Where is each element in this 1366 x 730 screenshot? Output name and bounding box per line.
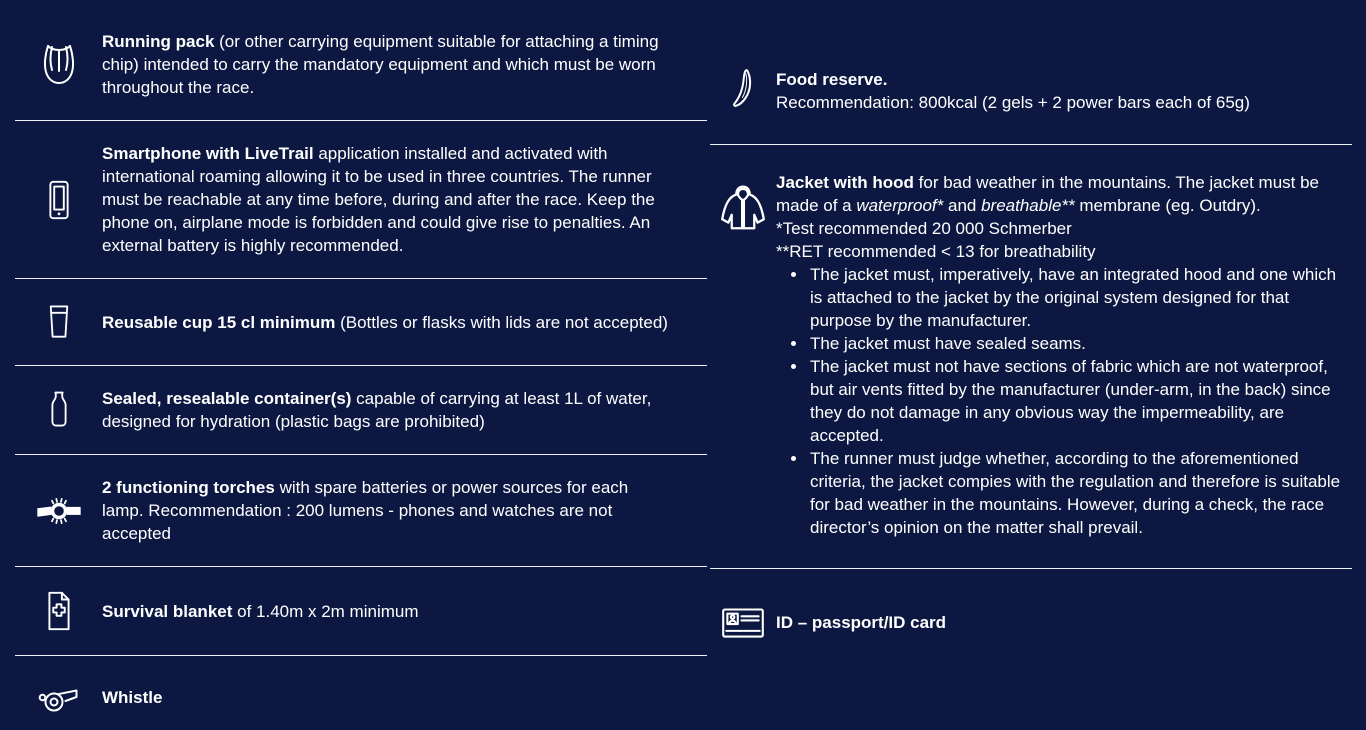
item-body: capable of carrying at least 1L of water, designed for hydration (plastic bags are prohibited) [102, 389, 652, 431]
item-title: Sealed, resealable container(s) [102, 389, 352, 408]
item-body: (Bottles or flasks with lids are not accepted) [335, 312, 668, 332]
item-reusable-cup [15, 279, 707, 366]
item-text [776, 611, 1342, 634]
item-text [102, 311, 668, 334]
item-body: of 1.40m x 2m minimum [232, 601, 419, 621]
right-column [710, 0, 1352, 664]
reusable-cup-icon [15, 300, 102, 344]
item-food-reserve [710, 0, 1352, 145]
jacket-italic-waterproof: waterproof* [856, 196, 944, 215]
jacket-bullet: • The jacket must not have sections of fabric which are not waterproof, but air vents fitted by the manufacturer (under-arm, in the back) since they do not damage in any obvious way the impermeability, are accepted. [808, 355, 1342, 447]
item-jacket [710, 145, 1352, 569]
jacket-icon [710, 171, 776, 235]
item-smartphone [15, 121, 707, 279]
item-text [102, 476, 668, 545]
jacket-footnote-1: *Test recommended 20 000 Schmerber [776, 219, 1072, 238]
jacket-body-2: and [943, 196, 982, 215]
jacket-paragraph [776, 171, 1342, 217]
item-body: application installed and activated with international roaming allowing it to be used in three countries. The runner must be reachable at any time before, during and after the race. Keep the phone on, airplane mode is forbidden and could give rise to penalties. An external battery is highly recommended. [102, 144, 655, 255]
water-bottle-icon [15, 388, 102, 432]
item-survival-blanket [15, 567, 707, 656]
id-card-icon [710, 601, 776, 643]
banana-icon [710, 64, 776, 118]
item-title: ID – passport/ID card [776, 612, 947, 632]
item-text [102, 686, 668, 709]
jacket-bullet: • The runner must judge whether, according to the aforementioned criteria, the jacket compies with the regulation and therefore is suitable for bad weather in the mountains. However, during a check, the race director’s opinion on the matter shall prevail. [808, 447, 1342, 539]
item-text [776, 68, 1342, 114]
item-body: with spare batteries or power sources for each lamp. Recommendation : 200 lumens - phones and watches are not accepted [102, 478, 629, 543]
item-title: Survival blanket [102, 601, 233, 621]
item-title: Smartphone with LiveTrail [102, 144, 314, 163]
item-text [102, 600, 668, 623]
item-water-container [15, 366, 707, 455]
running-pack-icon [15, 41, 102, 89]
jacket-footnote-2: **RET recommended < 13 for breathability [776, 242, 1096, 261]
jacket-bullet: • The jacket must, imperatively, have an integrated hood and one which is attached to the jacket by the original system designed for that purpose by the manufacturer. [808, 263, 1342, 332]
whistle-icon [15, 677, 102, 717]
item-title: Running pack [102, 32, 215, 51]
item-running-pack [15, 0, 707, 121]
item-text [102, 142, 668, 257]
headlamp-icon [15, 485, 102, 537]
item-title: Food reserve. [776, 70, 888, 89]
item-title: Jacket with hood [776, 173, 914, 192]
item-text [102, 387, 668, 433]
item-title: Whistle [102, 687, 163, 707]
survival-blanket-icon [15, 588, 102, 634]
item-text [102, 30, 668, 99]
jacket-bullet: • The jacket must have sealed seams. [808, 332, 1342, 355]
smartphone-icon [15, 177, 102, 223]
jacket-bullet-list [776, 263, 1342, 539]
item-title: Reusable cup 15 cl minimum [102, 312, 336, 332]
item-torches [15, 455, 707, 567]
item-whistle [15, 656, 707, 730]
item-id [710, 569, 1352, 664]
jacket-body-3: membrane (eg. Outdry). [1074, 196, 1261, 215]
jacket-body-1: for bad weather in the mountains. The jacket must be made of a [776, 173, 1319, 215]
item-title: 2 functioning torches [102, 478, 275, 497]
left-column [15, 0, 707, 730]
item-body: (or other carrying equipment suitable for attaching a timing chip) intended to carry the mandatory equipment and which must be worn throughout the race. [102, 32, 659, 97]
item-body: Recommendation: 800kcal (2 gels + 2 power bars each of 65g) [776, 93, 1250, 112]
item-text [776, 171, 1342, 539]
jacket-italic-breathable: breathable** [981, 196, 1075, 215]
